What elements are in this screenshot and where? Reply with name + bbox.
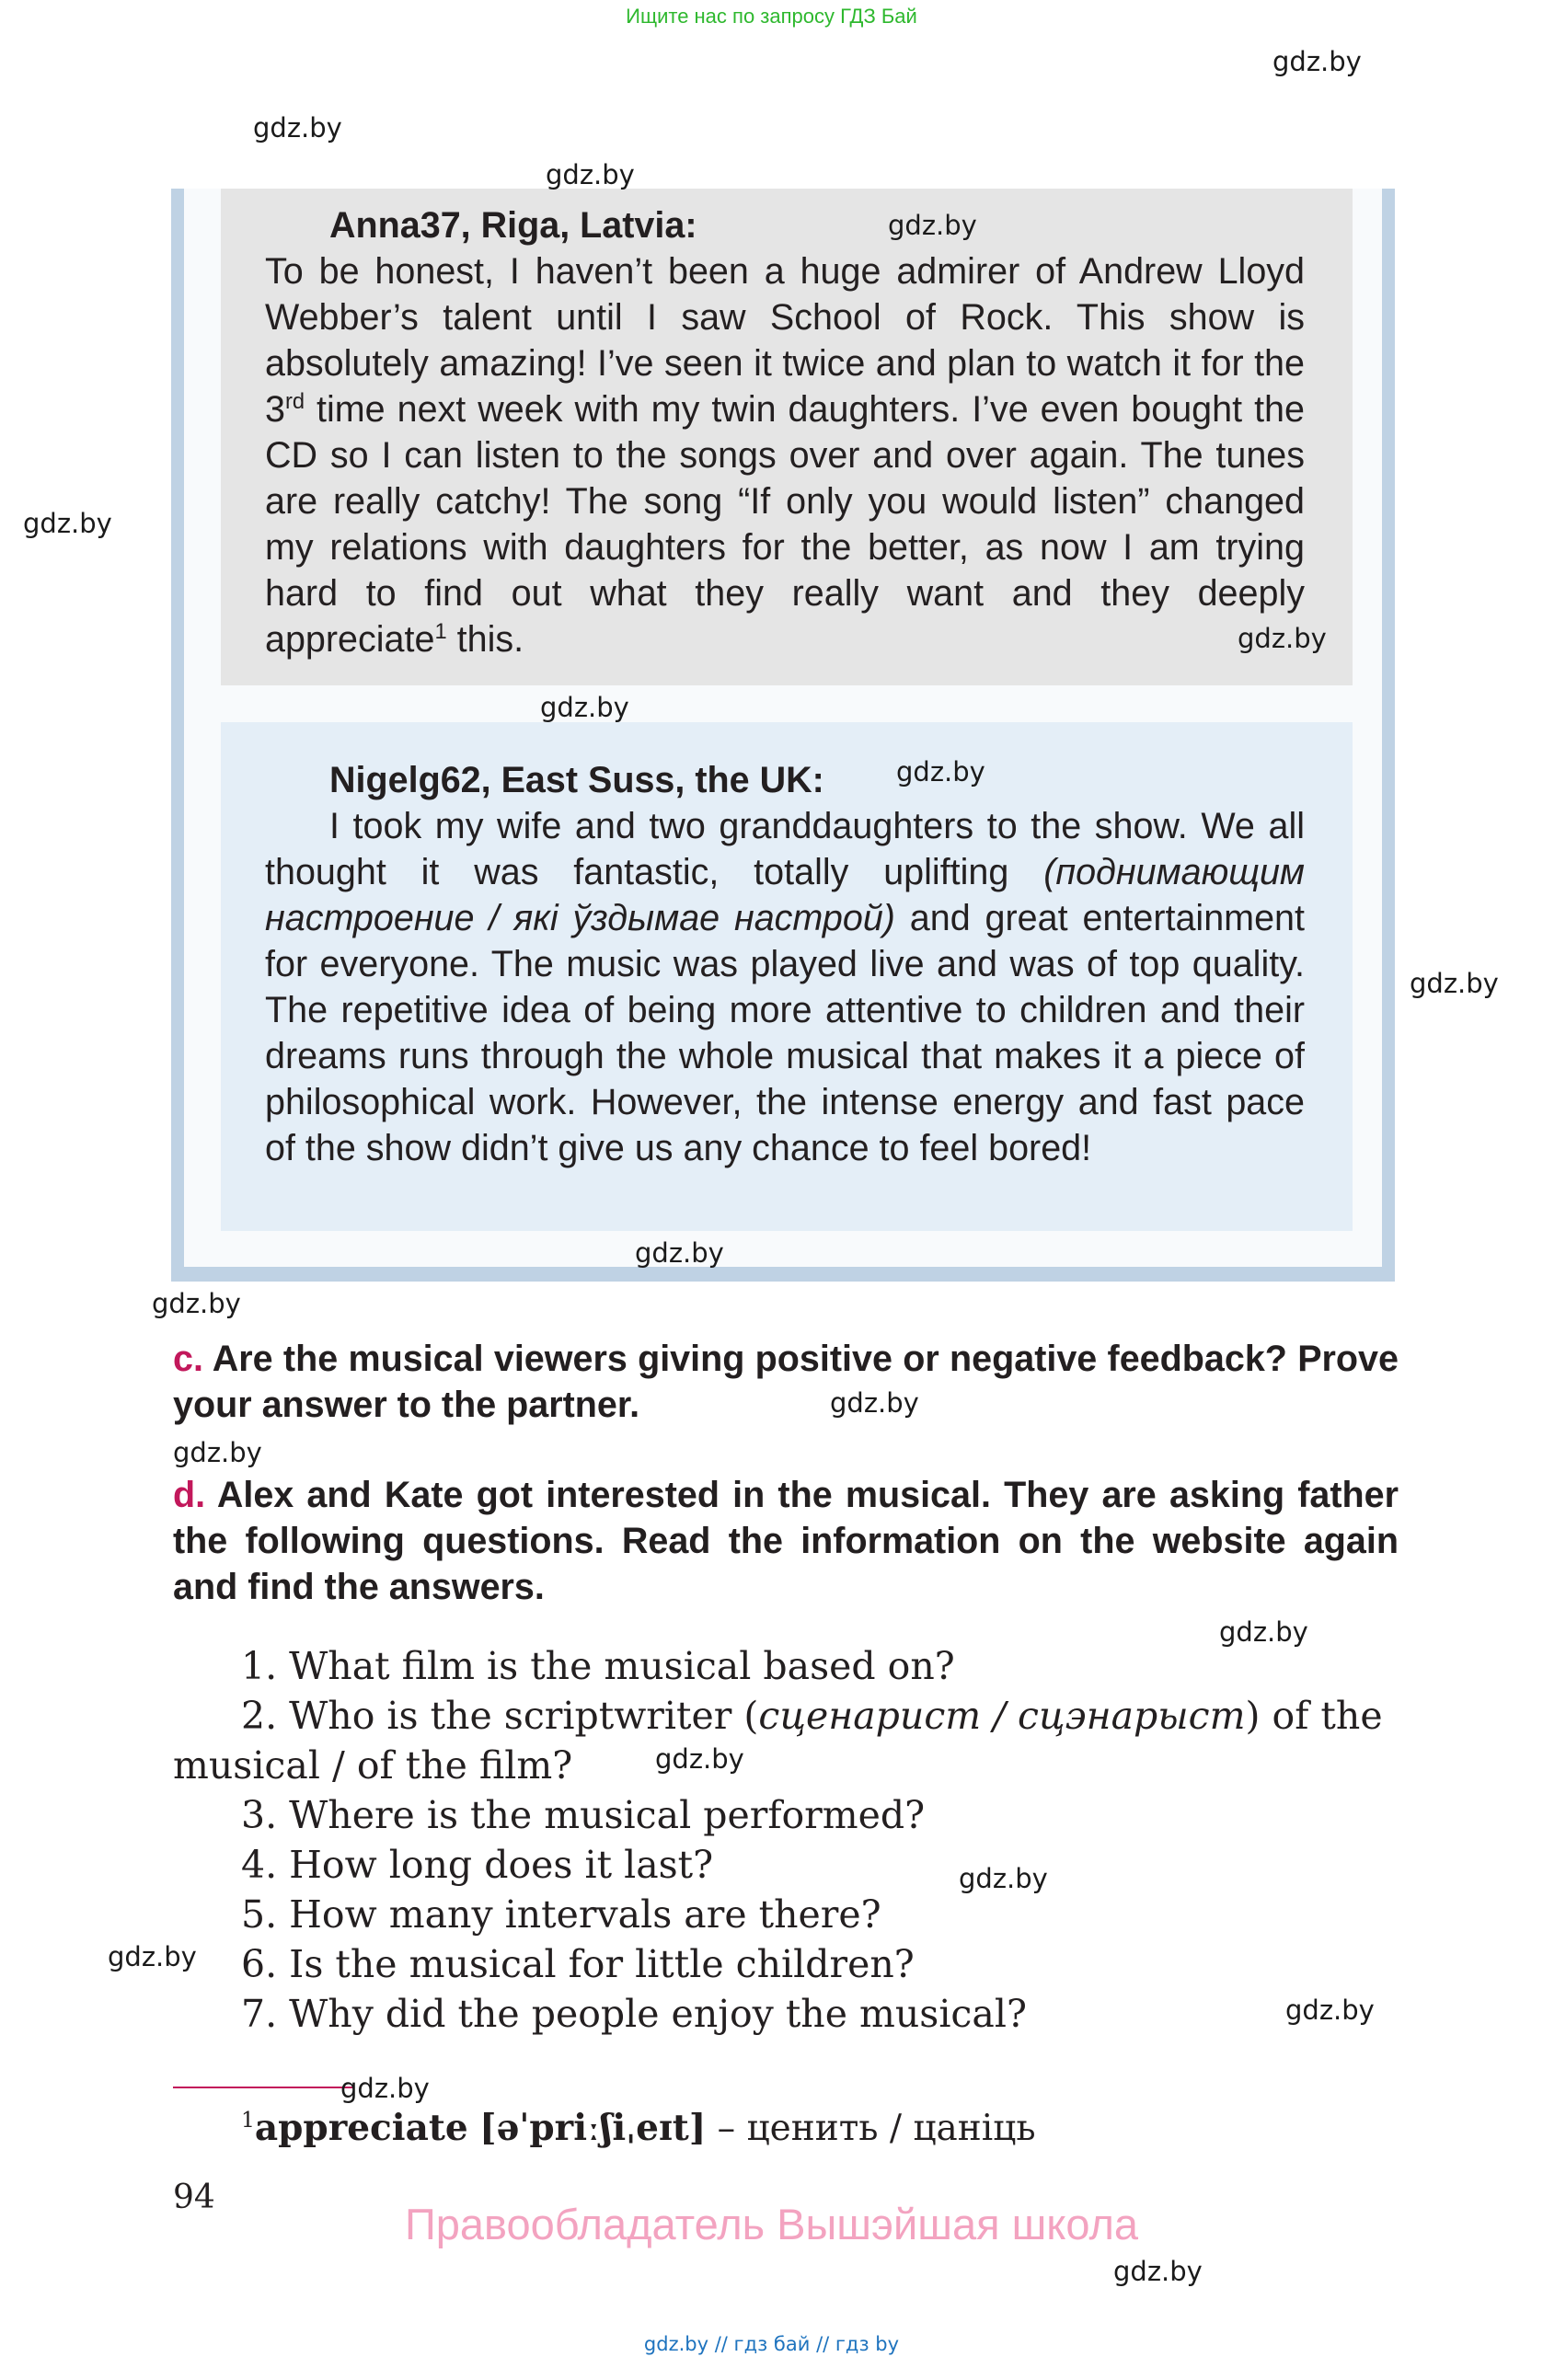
- footnote-word: appreciate: [254, 2107, 468, 2149]
- question-4: 4. How long does it last?: [241, 1843, 714, 1887]
- watermark: gdz.by: [888, 210, 977, 241]
- bottom-links[interactable]: gdz.by // гдз бай // гдз by: [643, 2333, 900, 2355]
- copyright-notice: Правообладатель Вышэйшая школа: [404, 2200, 1139, 2248]
- watermark: gdz.by: [655, 1743, 744, 1775]
- review-anna: [265, 202, 1305, 662]
- question-1: 1. What film is the musical based on?: [241, 1644, 955, 1688]
- question-5: 5. How many intervals are there?: [241, 1892, 881, 1937]
- footnote-rule: [173, 2087, 352, 2088]
- watermark: gdz.by: [340, 2073, 430, 2104]
- watermark: gdz.by: [1238, 623, 1327, 654]
- question-2-continued: musical / of the film?: [173, 1743, 573, 1788]
- question-6: 6. Is the musical for little children?: [241, 1942, 915, 1986]
- footnote-transcription: [əˈpriːʃiˌeɪt]: [479, 2107, 707, 2149]
- watermark: gdz.by: [546, 159, 635, 190]
- task-d: [173, 1472, 1399, 1610]
- watermark: gdz.by: [1285, 1995, 1375, 2026]
- watermark: gdz.by: [108, 1941, 197, 1972]
- review-nigel: [265, 757, 1305, 1171]
- task-letter: d.: [173, 1475, 206, 1515]
- watermark: gdz.by: [830, 1387, 919, 1419]
- task-text: Alex and Kate got interested in the musical. They are asking father the following questions. Read the information on the website again and find the answers.: [173, 1475, 1399, 1607]
- question-3: 3. Where is the musical performed?: [241, 1793, 926, 1837]
- question-2: 2. Who is the scriptwriter (сценарист / сцэнарыст) of the: [241, 1694, 1383, 1738]
- footnote-mark: 1: [434, 619, 447, 644]
- review-text: To be honest, I haven’t been a huge admirer of Andrew Lloyd Webber’s talent until I saw School of Rock. This show is absolutely amazing! I’ve seen it twice and plan to watch it for the 3rd time next week with my twin daughters. I’ve even bought the CD so I can listen to the songs over and over again. The tunes are really catchy! The song “If only you would listen” changed my relations with daughters for the better, as now I am trying hard to find out what they really want and they deeply appreciate$^1$ this.: [265, 251, 1305, 660]
- watermark: gdz.by: [635, 1237, 724, 1269]
- translation-gloss: (поднимающим настроение / які ўздымае настрой): [265, 852, 1305, 938]
- watermark: gdz.by: [1410, 968, 1499, 999]
- watermark: gdz.by: [1272, 46, 1362, 77]
- watermark: gdz.by: [23, 508, 112, 539]
- watermark: gdz.by: [173, 1437, 262, 1468]
- watermark: gdz.by: [152, 1288, 241, 1319]
- task-c: [173, 1336, 1399, 1428]
- translation-gloss: сценарист / сцэнарыст: [758, 1694, 1246, 1738]
- top-banner[interactable]: Ищите нас по запросу ГДЗ Бай: [626, 5, 917, 28]
- question-7: 7. Why did the people enjoy the musical?: [241, 1992, 1027, 2036]
- watermark: gdz.by: [540, 692, 629, 723]
- review-text: I took my wife and two granddaughters to the show. We all thought it was fantastic, totally uplifting (поднимающим настроение / які ўздымае настрой) and great entertainment for everyone. The music was played live and was of top quality. The repetitive idea of being more attentive to children and their dreams runs through the whole musical that makes it a piece of philosophical work. However, the intense energy and fast pace of the show didn’t give us any chance to feel bored!: [265, 806, 1305, 1168]
- task-letter: c.: [173, 1339, 203, 1379]
- watermark: gdz.by: [1219, 1616, 1308, 1648]
- watermark: gdz.by: [1113, 2256, 1203, 2287]
- watermark: gdz.by: [959, 1863, 1048, 1894]
- task-text: Are the musical viewers giving positive or negative feedback? Prove your answer to the partner.: [173, 1339, 1399, 1425]
- watermark: gdz.by: [896, 756, 985, 788]
- page-number: 94: [173, 2179, 215, 2216]
- footnote: $^1$appreciate [əˈpriːʃiˌeɪt] – ценить / цаніць: [241, 2107, 1036, 2149]
- watermark: gdz.by: [253, 112, 342, 144]
- review-author: Nigelg62, East Suss, the UK:: [329, 760, 824, 800]
- review-author: Anna37, Riga, Latvia:: [329, 205, 697, 246]
